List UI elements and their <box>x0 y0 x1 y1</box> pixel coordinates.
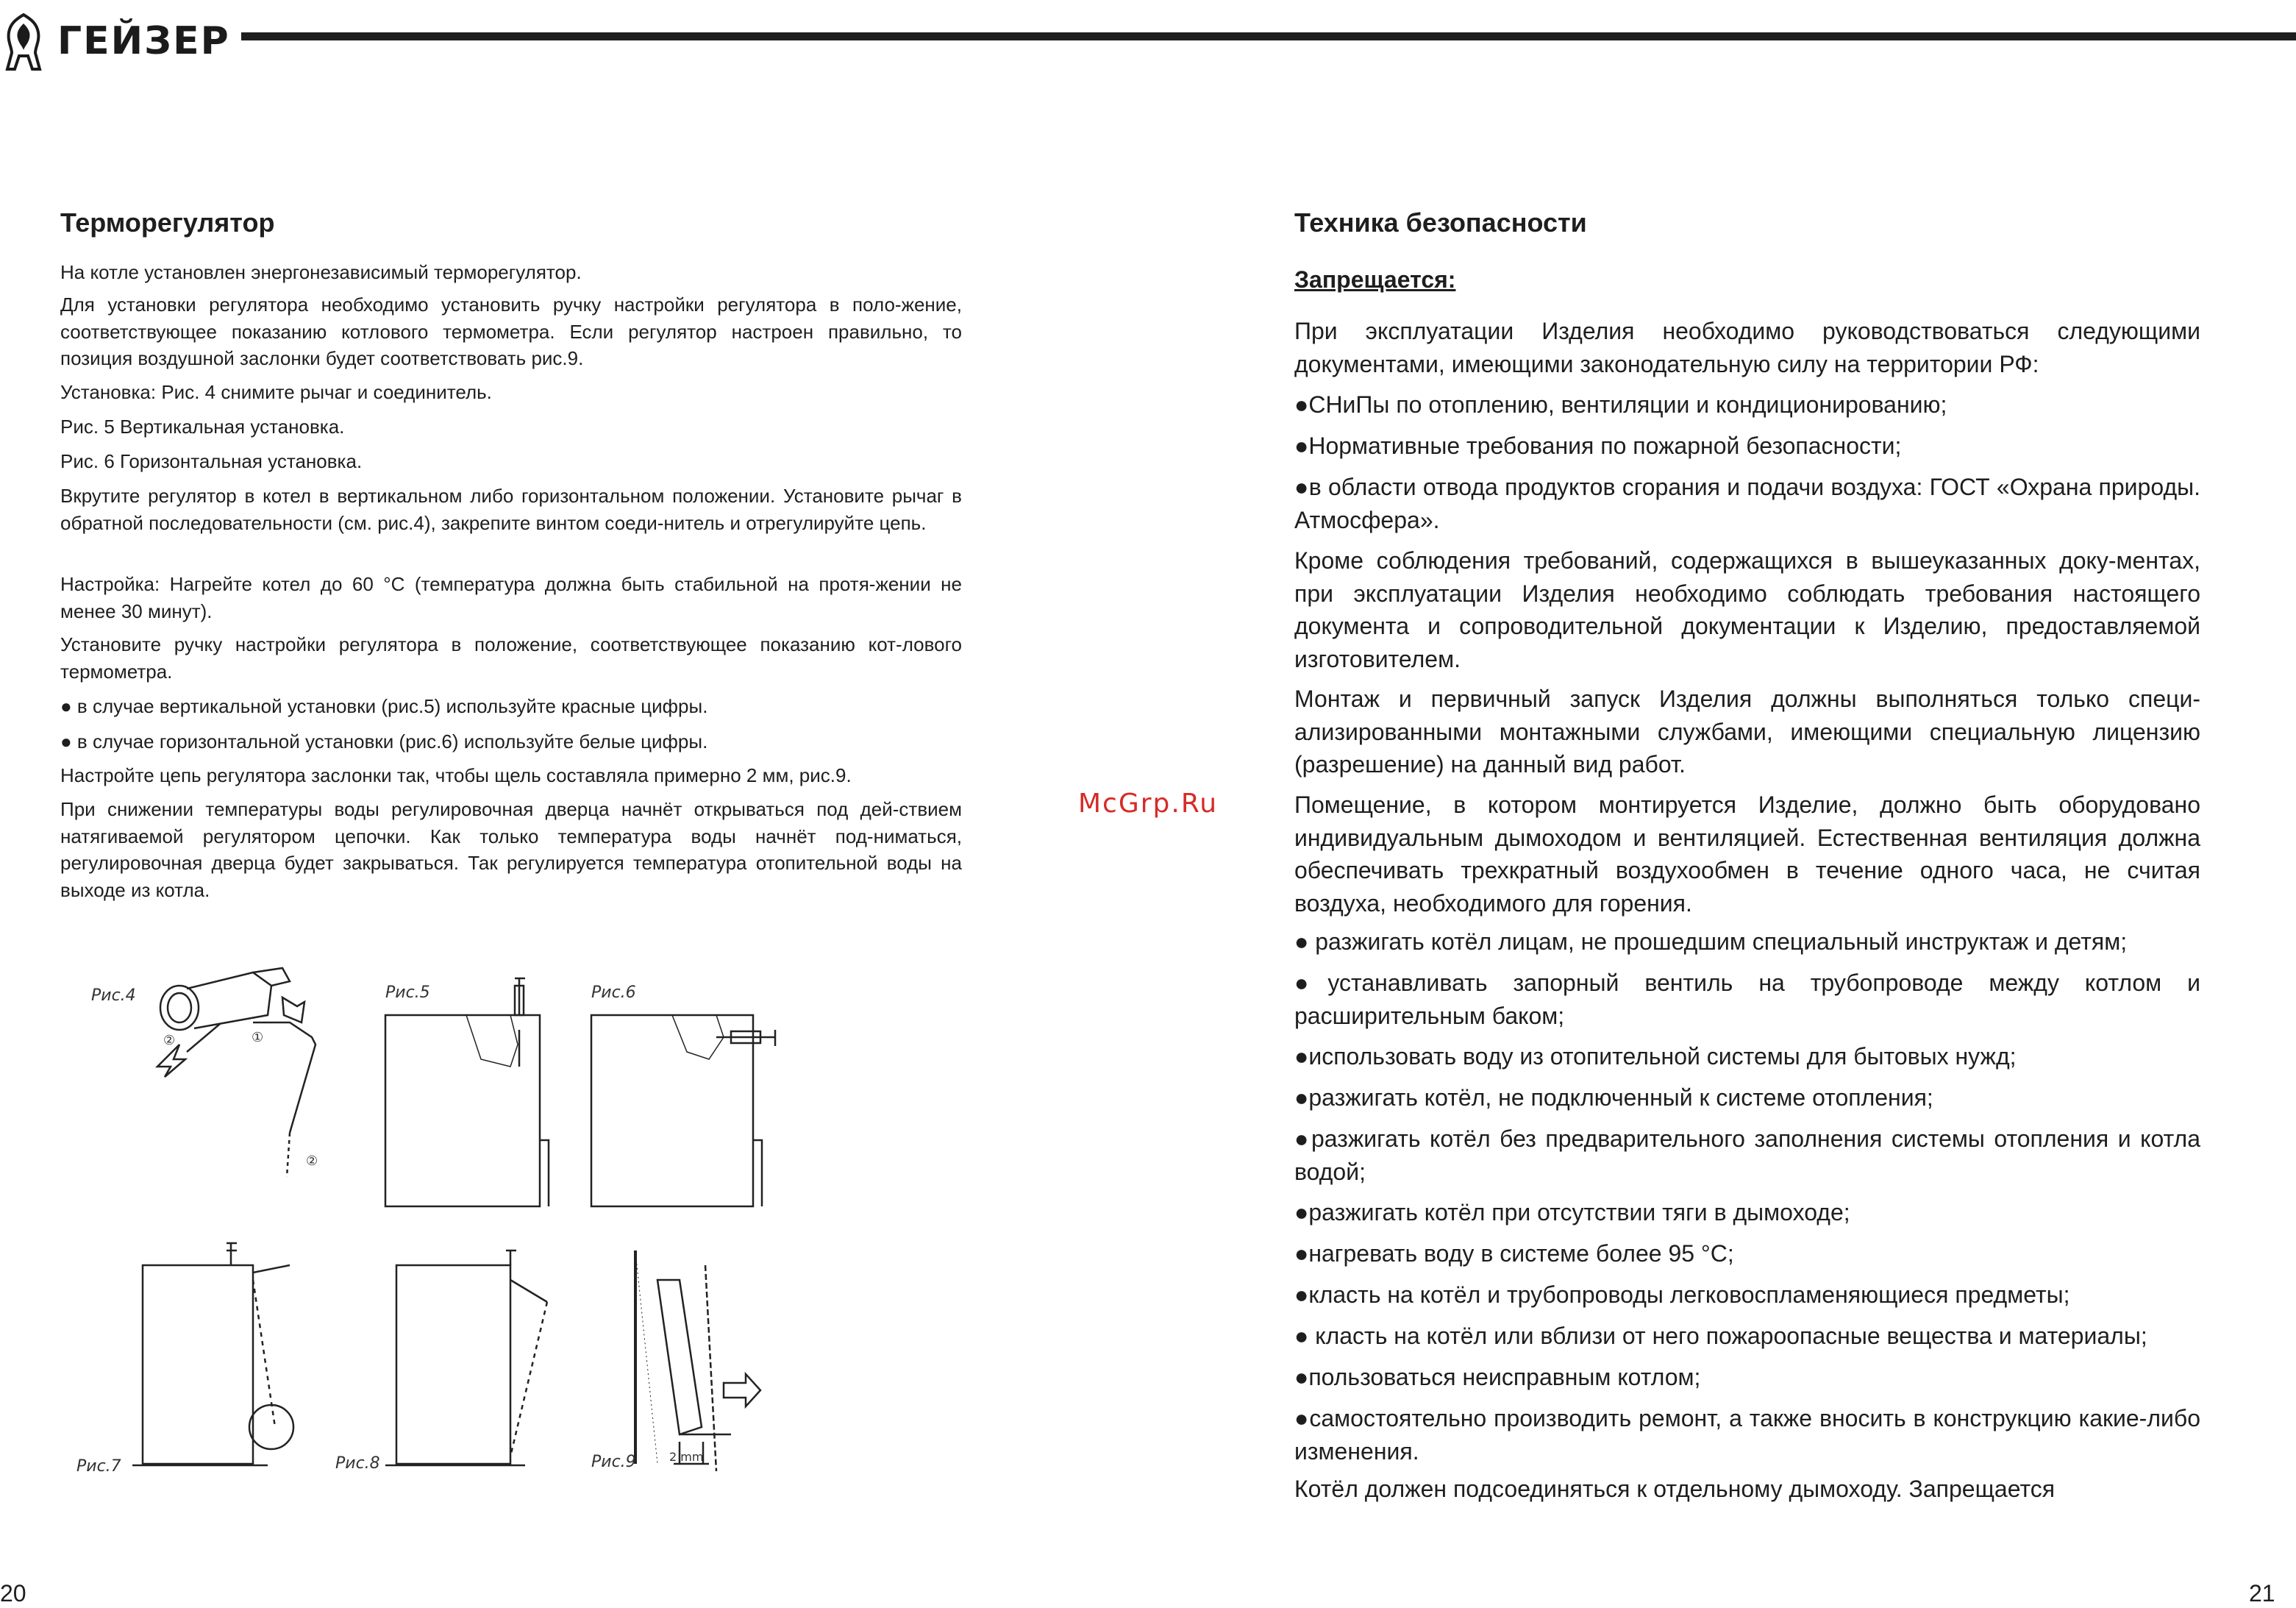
paragraph: Установите ручку настройки регулятора в положение, соответствующее показанию кот-лового термометра. <box>60 633 962 683</box>
bullet-item: ●класть на котёл и трубопроводы легковоспламеняющиеся предметы; <box>1294 1281 2070 1308</box>
paragraph: Помещение, в котором монтируется Изделие, должно быть оборудовано индивидуальным дымоходом и вентиляцией. Естественная вентиляция должна обеспечивать трехкратный воздухообмен в течение одного часа, не считая воздуха, необходимого для горения. <box>1294 791 2200 917</box>
paragraph: На котле установлен энергонезависимый терморегулятор. <box>60 261 582 283</box>
bullet-item: ● класть на котёл или вблизи от него пожароопасные вещества и материалы; <box>1294 1323 2147 1349</box>
paragraph: Настройка: Нагрейте котел до 60 °C (температура должна быть стабильной на протя-жении не менее 30 минут). <box>60 573 962 622</box>
bullet-item: ●разжигать котёл при отсутствии тяги в дымоходе; <box>1294 1199 1850 1225</box>
figure-label: Рис.7 <box>76 1457 121 1476</box>
bullet-item: ●Нормативные требования по пожарной безопасности; <box>1294 433 1902 459</box>
paragraph: Кроме соблюдения требований, содержащихся в вышеуказанных доку-ментах, при эксплуатации Изделия необходимо соблюдать требования настоящего документа и сопроводительной документации к Изделию, предоставляемой изготовителем. <box>1294 547 2200 672</box>
section-title-thermoregulator: Терморегулятор <box>60 207 275 238</box>
bullet-item: ●устанавливать запорный вентиль на трубопроводе между котлом и расширительным баком; <box>1294 970 2200 1029</box>
figure-label: Рис.5 <box>385 983 430 1002</box>
watermark: McGrp.Ru <box>1078 789 1219 819</box>
paragraph: При снижении температуры воды регулировочная дверца начнёт открываться под дей-ствием натягиваемой регулятором цепочки. Как только температура воды начнёт под-ниматься, регулировочная дверца будет закрываться. Так регулируется температура отопительной воды на выходе из котла. <box>60 798 962 901</box>
header-rule <box>241 32 2296 40</box>
geyser-emblem-icon <box>3 13 44 71</box>
bullet-item: ●пользоваться неисправным котлом; <box>1294 1364 1701 1390</box>
bullet-item: ●разжигать котёл, не подключенный к системе отопления; <box>1294 1084 1933 1111</box>
bullet-item: ●СНиПы по отоплению, вентиляции и кондиционированию; <box>1294 391 1947 418</box>
installation-figures <box>69 956 841 1486</box>
gap-label: 2 mm <box>669 1450 704 1464</box>
figure-label: Рис.6 <box>591 983 636 1002</box>
bullet-item: ●разжигать котёл без предварительного заполнения системы отопления и котла водой; <box>1294 1125 2200 1185</box>
bullet-item: ●самостоятельно производить ремонт, а также вносить в конструкцию какие-либо изменения. <box>1294 1405 2200 1465</box>
paragraph: Установка: Рис. 4 снимите рычаг и соединитель. <box>60 381 492 403</box>
bullet-item: ●нагревать воду в системе более 95 °C; <box>1294 1240 1734 1267</box>
bullet-item: ● разжигать котёл лицам, не прошедшим специальный инструктаж и детям; <box>1294 928 2128 955</box>
marker-1: ① <box>252 1030 264 1045</box>
bullet-item: ●в области отвода продуктов сгорания и подачи воздуха: ГОСТ «Охрана природы. Атмосфера». <box>1294 474 2200 533</box>
paragraph: Настройте цепь регулятора заслонки так, чтобы щель составляла примерно 2 мм, рис.9. <box>60 764 852 786</box>
paragraph: Вкрутите регулятор в котел в вертикальном либо горизонтальном положении. Установите рычаг в обратной последовательности (см. рис.4), закрепите винтом соеди-нитель и отрегулируйте цепь. <box>60 485 962 534</box>
paragraph: При эксплуатации Изделия необходимо руководствоваться следующими документами, имеющими законодательную силу на территории РФ: <box>1294 318 2200 377</box>
figure-label: Рис.8 <box>335 1454 380 1473</box>
figure-label: Рис.9 <box>591 1453 636 1471</box>
figure-8-boiler <box>385 1251 547 1465</box>
paragraph: Рис. 5 Вертикальная установка. <box>60 416 345 438</box>
bullet-item: ●использовать воду из отопительной системы для бытовых нужд; <box>1294 1043 2017 1070</box>
bullet-item: ● в случае горизонтальной установки (рис.6) используйте белые цифры. <box>60 730 708 753</box>
figure-6-horizontal-install <box>591 1015 775 1206</box>
paragraph: Рис. 6 Горизонтальная установка. <box>60 450 363 472</box>
page-number-left: 20 <box>0 1580 26 1607</box>
figure-5-vertical-install <box>385 978 549 1206</box>
figure-7-boiler <box>132 1243 293 1465</box>
brand-logo <box>3 13 230 72</box>
figure-label: Рис.4 <box>91 986 136 1005</box>
figure-9-air-damper <box>635 1251 760 1471</box>
forbidden-heading: Запрещается: <box>1294 266 1456 293</box>
figure-4-regulator <box>157 968 315 1177</box>
marker-2: ② <box>306 1153 318 1169</box>
brand-name: ГЕЙЗЕР <box>57 19 230 63</box>
bullet-item: ● в случае вертикальной установки (рис.5) используйте красные цифры. <box>60 695 708 717</box>
paragraph: Монтаж и первичный запуск Изделия должны выполняться только специ-ализированными монтажными службами, имеющими специальную лицензию (разрешение) на данный вид работ. <box>1294 686 2200 778</box>
section-title-safety: Техника безопасности <box>1294 207 1587 238</box>
page-number-right: 21 <box>2249 1580 2275 1607</box>
paragraph: Для установки регулятора необходимо установить ручку настройки регулятора в поло-жение, соответствующее показанию котлового термометра. Если регулятор настроен правильно, то позиция воздушной заслонки будет соответствовать рис.9. <box>60 294 962 369</box>
paragraph: Котёл должен подсоединяться к отдельному дымоходу. Запрещается <box>1294 1476 2056 1502</box>
marker-2: ② <box>163 1033 176 1048</box>
